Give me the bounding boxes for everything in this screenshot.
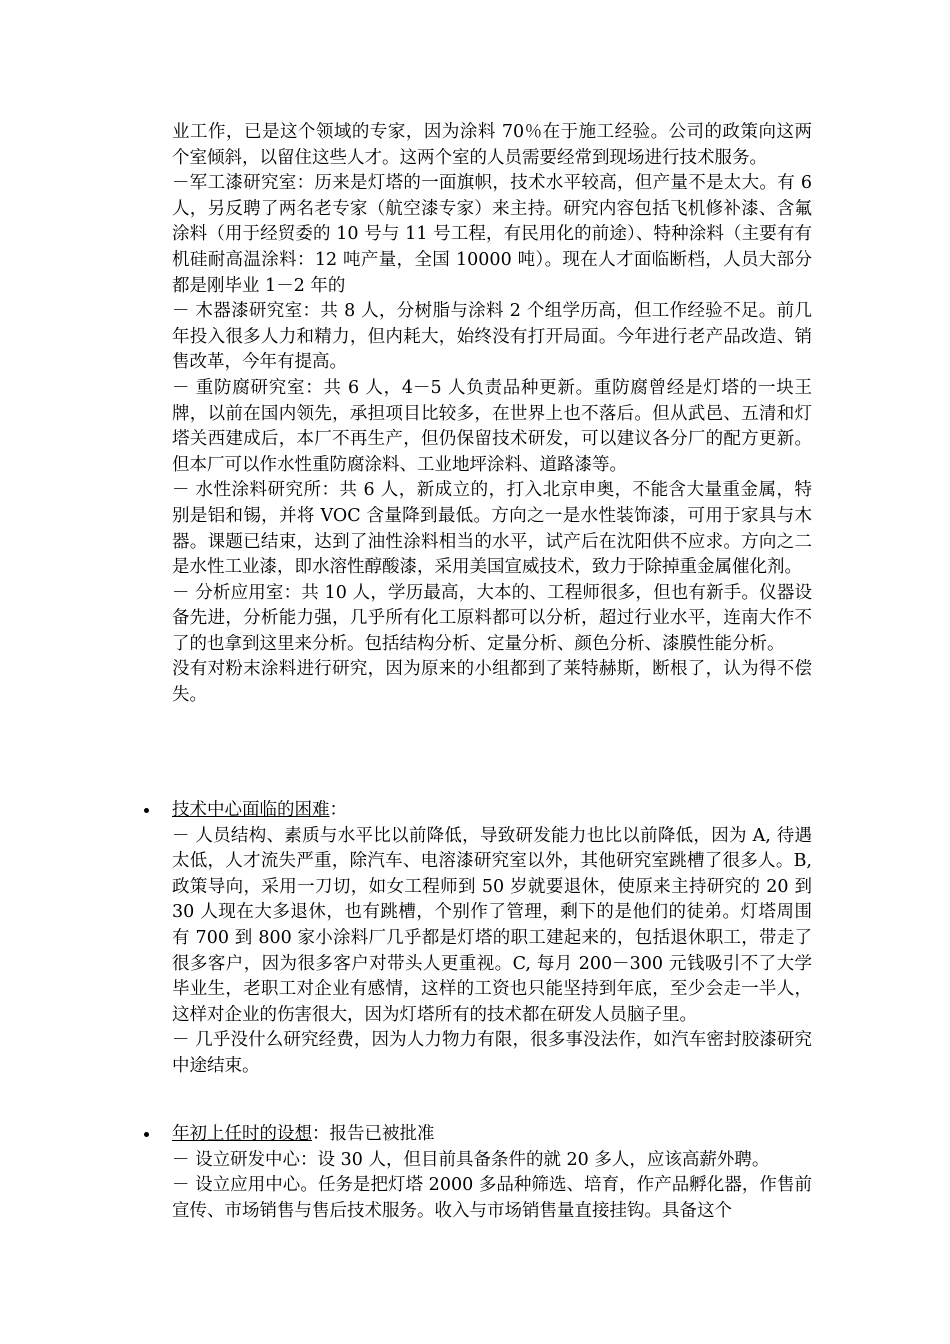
bullet-icon bbox=[144, 1132, 149, 1137]
section-heading-suffix: ：报告已被批准 bbox=[312, 1124, 435, 1144]
paragraph: － 设立研发中心：设 30 人，但目前具备条件的就 20 多人，应该高薪外聘。 bbox=[172, 1149, 770, 1170]
paragraph: －军工漆研究室：历来是灯塔的一面旗帜，技术水平较高，但产量不是太大。有 6 人，另反聘了两名老专家（航空漆专家）来主持。研究内容包括飞机修补漆、含氟涂料（用于经贸委的 10 号与 11 号工程，有民用化的前途）、特种涂料（主要有有机硅耐高温涂料：12 吨产量，全国 10000 吨）。现在人才面临断档，人员大部分都是刚毕业 1－2 年的 bbox=[172, 173, 812, 296]
paragraph: － 水性涂料研究所：共 6 人，新成立的，打入北京申奥，不能含大量重金属，特别是铝和锡，并将 VOC 含量降到最低。方向之一是水性装饰漆，可用于家具与木器。课题已结束，达到了油性涂料相当的水平，试产后在沈阳供不应求。方向之二是水性工业漆，即水溶性醇酸漆，采用美国宣威技术，致力于除掉重金属催化剂。 bbox=[172, 480, 812, 578]
section-heading-suffix: ： bbox=[329, 800, 347, 820]
bullet-icon bbox=[144, 808, 149, 813]
paragraph: － 分析应用室：共 10 人，学历最高，大本的、工程师很多，但也有新手。仪器设备先进，分析能力强，几乎所有化工原料都可以分析，超过行业水平，连南大作不了的也拿到这里来分析。包括结构分析、定量分析、颜色分析、漆膜性能分析。 bbox=[172, 582, 812, 654]
paragraph: － 木器漆研究室：共 8 人，分树脂与涂料 2 个组学历高，但工作经验不足。前几年投入很多人力和精力，但内耗大，始终没有打开局面。今年进行老产品改造、销售改革，今年有提高。 bbox=[172, 301, 812, 373]
section-heading-text: 年初上任时的设想 bbox=[172, 1124, 312, 1144]
paragraph: － 几乎没什么研究经费，因为人力物力有限，很多事没法作，如汽车密封胶漆研究中途结束。 bbox=[172, 1030, 812, 1076]
section-body bbox=[172, 1122, 812, 1224]
section-heading-text: 技术中心面临的困难 bbox=[172, 800, 330, 820]
paragraph: 没有对粉末涂料进行研究，因为原来的小组都到了莱特赫斯，断根了，认为得不偿失。 bbox=[172, 659, 812, 706]
body-text-block bbox=[172, 120, 812, 709]
section-heading bbox=[172, 798, 812, 824]
section-body bbox=[172, 798, 812, 1080]
paragraph: － 设立应用中心。任务是把灯塔 2000 多品种筛选、培育，作产品孵化器，作售前宣传、市场销售与售后技术服务。收入与市场销售量直接挂钩。具备这个 bbox=[172, 1175, 812, 1221]
paragraph: － 重防腐研究室：共 6 人，4－5 人负责品种更新。重防腐曾经是灯塔的一块王牌，以前在国内领先，承担项目比较多，在世界上也不落后。但从武邑、五清和灯塔关西建成后，本厂不再生产，但仍保留技术研发，可以建议各分厂的配方更新。但本厂可以作水性重防腐涂料、工业地坪涂料、道路漆等。 bbox=[172, 377, 812, 475]
paragraph: 业工作，已是这个领域的专家，因为涂料 70％在于施工经验。公司的政策向这两个室倾斜，以留住这些人才。这两个室的人员需要经常到现场进行技术服务。 bbox=[172, 122, 812, 168]
section-heading bbox=[172, 1122, 812, 1148]
paragraph: － 人员结构、素质与水平比以前降低，导致研发能力也比以前降低，因为 A, 待遇太低，人才流失严重，除汽车、电溶漆研究室以外，其他研究室跳槽了很多人。B, 政策导向，采用一刀切，如女工程师到 50 岁就要退休，使原来主持研究的 20 到 30 人现在大多退休，也有跳槽，个别作了管理，剩下的是他们的徒弟。灯塔周围有 700 到 800 家小涂料厂几乎都是灯塔的职工建起来的，包括退休职工，带走了很多客户，因为很多客户对带头人更重视。C, 每月 200－300 元钱吸引不了大学毕业生，老职工对企业有感情，这样的工资也只能坚持到年底，至少会走一半人，这样对企业的伤害很大，因为灯塔所有的技术都在研发人员脑子里。 bbox=[172, 825, 812, 1025]
